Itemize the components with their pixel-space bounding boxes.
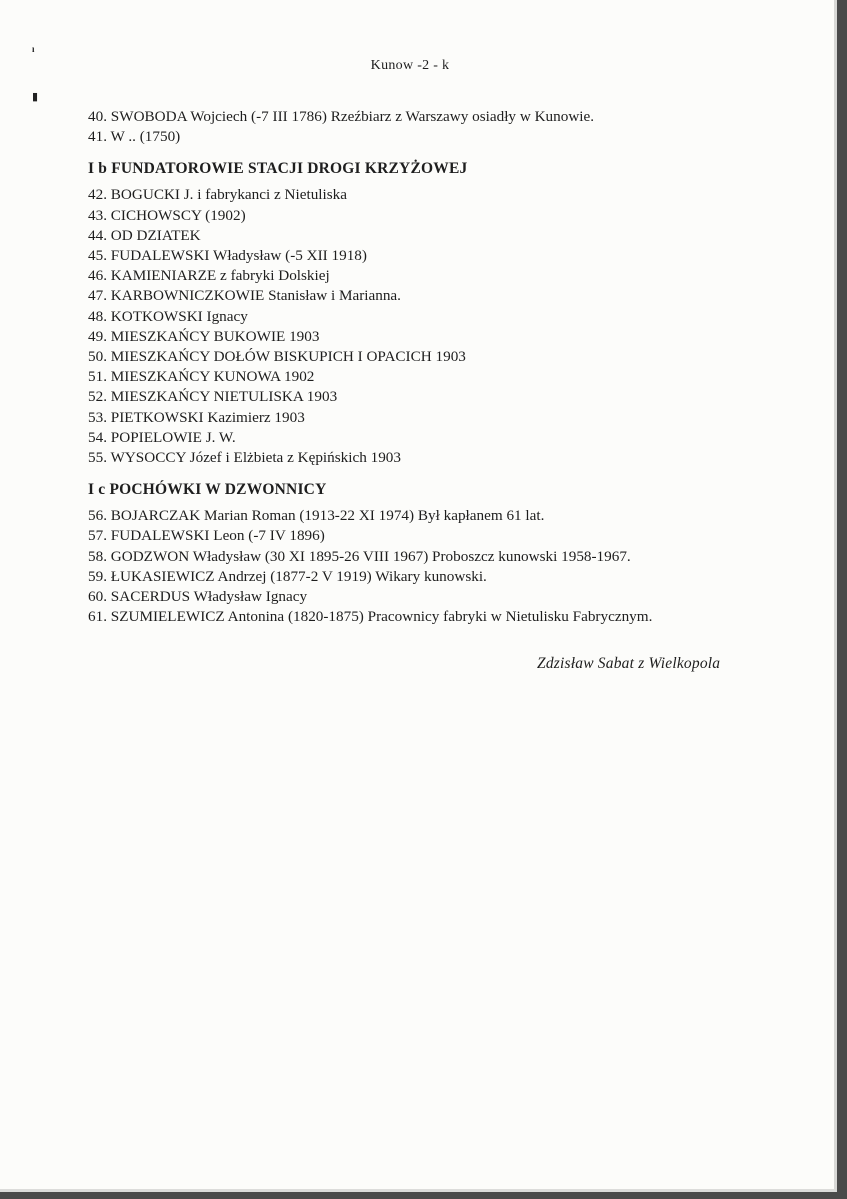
list-item: 60. SACERDUS Władysław Ignacy [88,588,308,606]
list-item: 61. SZUMIELEWICZ Antonina (1820-1875) Pracownicy fabryki w Nietulisku Fabrycznym. [88,608,653,626]
section-b-list [88,185,788,468]
section-c-list [88,506,788,627]
list-item: 45. FUDALEWSKI Władysław (-5 XII 1918) [88,247,367,265]
author-signature: Zdzisław Sabat z Wielkopola [537,655,721,672]
list-item: 49. MIESZKAŃCY BUKOWIE 1903 [88,327,320,345]
page-header: Kunow -2 - k [370,58,450,73]
list-item: 56. BOJARCZAK Marian Roman (1913-22 XI 1974) Był kapłanem 61 lat. [88,507,545,525]
margin-mark: ▮ [32,91,39,103]
list-item: 55. WYSOCCY Józef i Elżbieta z Kępińskich 1903 [88,449,401,467]
section-heading: I b FUNDATOROWIE STACJI DROGI KRZYŻOWEJ [88,160,468,178]
list-item: 40. SWOBODA Wojciech (-7 III 1786) Rzeźbiarz z Warszawy osiadły w Kunowie. [88,108,595,125]
section-a [88,107,788,147]
list-item: 50. MIESZKAŃCY DOŁÓW BISKUPICH I OPACICH 1903 [88,348,466,366]
margin-mark: ı [32,44,35,54]
list-item: 52. MIESZKAŃCY NIETULISKA 1903 [88,388,338,406]
list-item: 57. FUDALEWSKI Leon (-7 IV 1896) [88,527,325,545]
list-item: 59. ŁUKASIEWICZ Andrzej (1877-2 V 1919) Wikary kunowski. [88,567,487,585]
list-item: 48. KOTKOWSKI Ignacy [88,307,248,325]
list-item: 44. OD DZIATEK [88,226,201,244]
section-heading: I c POCHÓWKI W DZWONNICY [88,481,327,499]
list-item: 46. KAMIENIARZE z fabryki Dolskiej [88,267,330,285]
list-item: 51. MIESZKAŃCY KUNOWA 1902 [88,368,315,386]
list-item: 58. GODZWON Władysław (30 XI 1895-26 VIII 1967) Proboszcz kunowski 1958-1967. [88,547,631,565]
document-body [88,107,788,627]
list-item: 42. BOGUCKI J. i fabrykanci z Nietuliska [88,186,347,204]
list-item: 41. W .. (1750) [88,128,181,146]
list-item: 43. CICHOWSCY (1902) [88,206,246,224]
list-item: 53. PIETKOWSKI Kazimierz 1903 [88,408,305,426]
list-item: 54. POPIELOWIE J. W. [88,428,236,446]
list-item: 47. KARBOWNICZKOWIE Stanisław i Marianna. [88,287,401,305]
